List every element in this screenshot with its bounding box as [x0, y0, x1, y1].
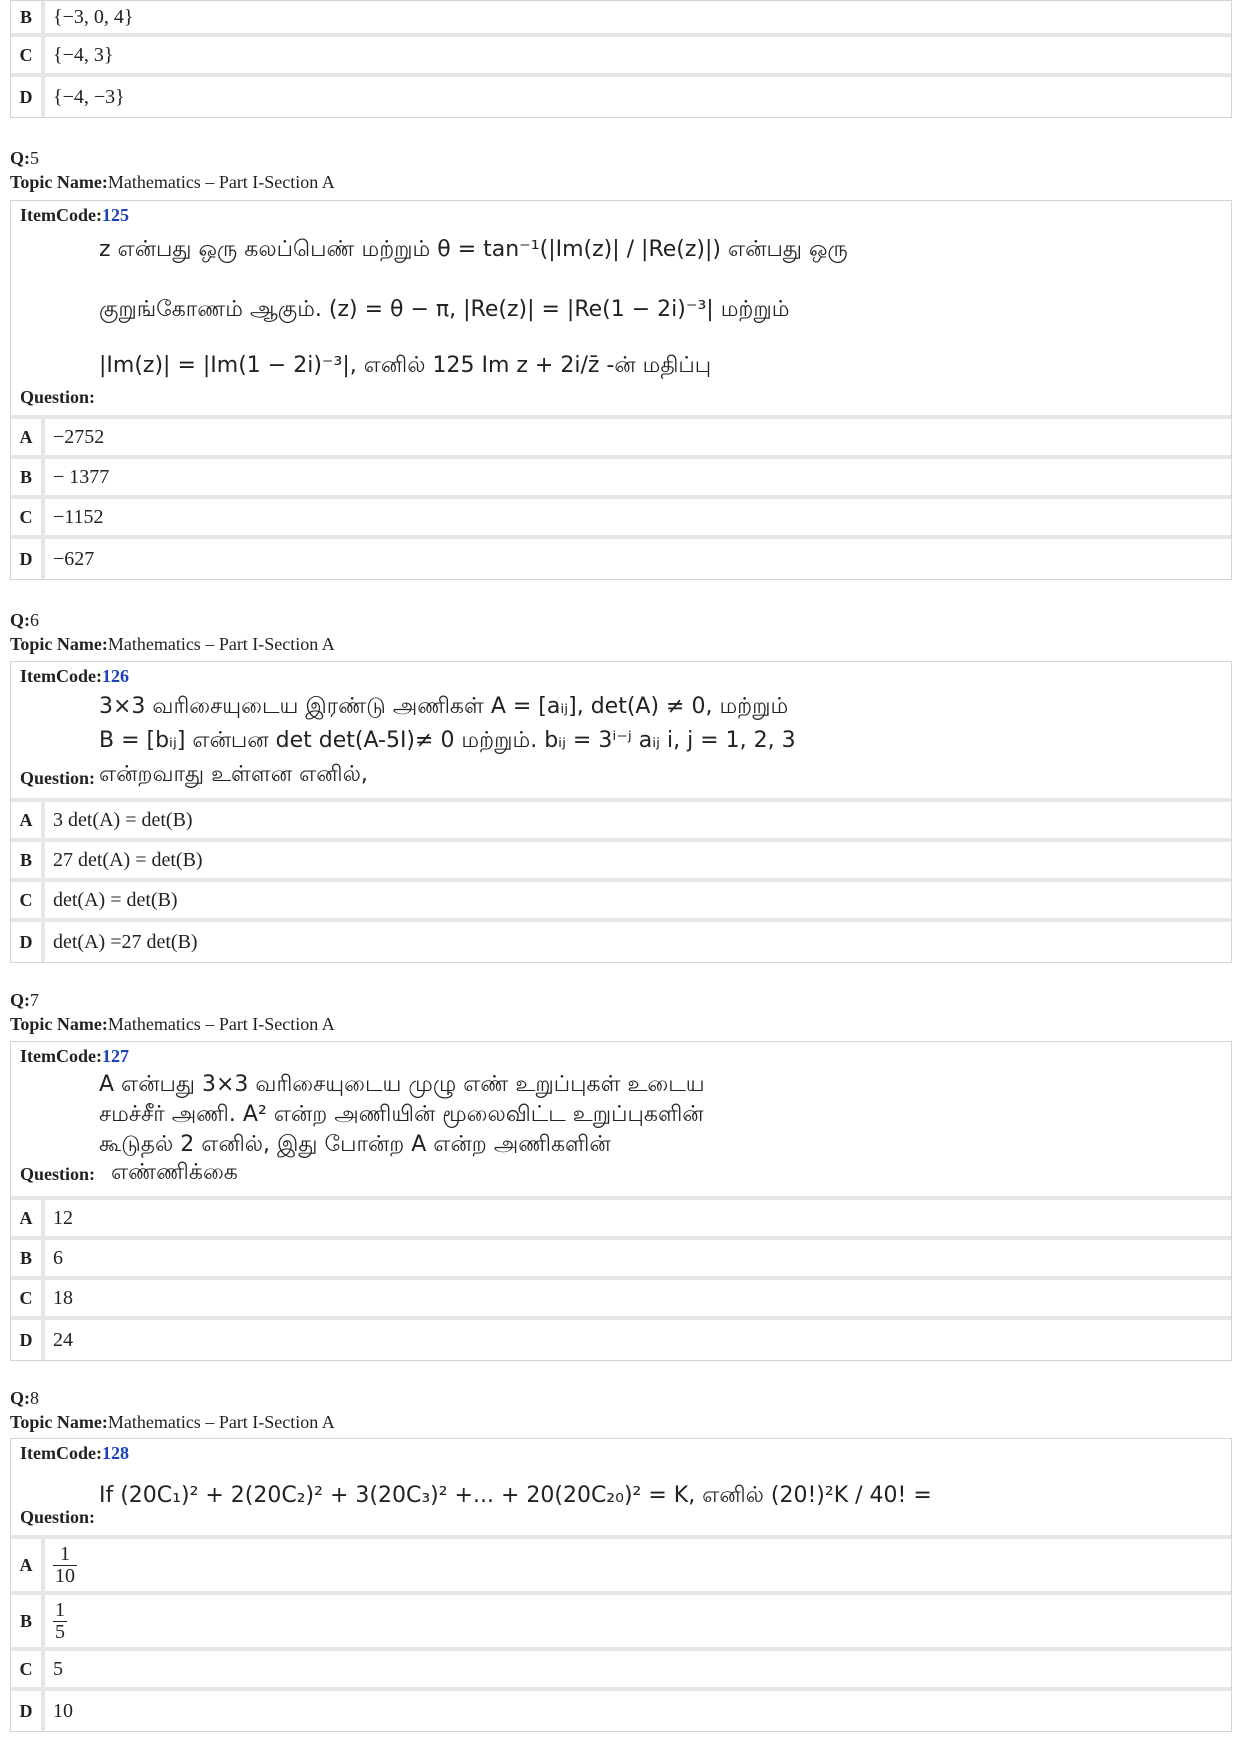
- topic-label: Topic Name:: [10, 1014, 108, 1034]
- option-row[interactable]: [11, 922, 1231, 962]
- prev-options-table: [10, 0, 1232, 118]
- question-table: [10, 661, 1232, 963]
- question-line: எண்ணிக்கை: [111, 1160, 238, 1185]
- option-value: 6: [53, 1246, 63, 1269]
- question-label: Question:: [20, 1164, 96, 1184]
- fraction: [53, 1544, 77, 1587]
- option-row[interactable]: [11, 77, 1231, 117]
- option-row[interactable]: [11, 882, 1231, 922]
- option-row[interactable]: [11, 1, 1231, 37]
- itemcode-value: 127: [101, 1046, 129, 1066]
- option-letter: A: [11, 1200, 45, 1236]
- question-table: [10, 1438, 1232, 1732]
- topic-name: Mathematics – Part I-Section A: [107, 634, 335, 654]
- question-block: [11, 1042, 1231, 1200]
- itemcode-value: 126: [101, 666, 129, 686]
- item-code: [11, 201, 1231, 226]
- option-row[interactable]: [11, 539, 1231, 579]
- option-letter: D: [11, 1320, 45, 1360]
- option-row[interactable]: [11, 1651, 1231, 1691]
- option-letter: C: [11, 1651, 45, 1687]
- option-letter: A: [11, 1539, 45, 1591]
- question-label: Question:: [20, 1507, 96, 1527]
- option-letter: C: [11, 37, 45, 73]
- q-num: 6: [30, 610, 39, 630]
- question-number: [10, 990, 39, 1011]
- option-value: [45, 1539, 1231, 1591]
- itemcode-label: ItemCode:: [20, 205, 102, 225]
- question-line: If (20C₁)² + 2(20C₂)² + 3(20C₃)² +... + 20(20C₂₀)² = K, எனில் (20!)²K / 40! =: [99, 1483, 932, 1508]
- option-value: −2752: [53, 425, 105, 448]
- question-line: A என்பது 3×3 வரிசையுடைய முழு எண் உறுப்புகள் உடைய: [99, 1072, 705, 1097]
- option-value: {−4, −3}: [53, 85, 125, 108]
- option-value: {−3, 0, 4}: [53, 5, 134, 28]
- q-num: 7: [30, 990, 39, 1010]
- option-value: −1152: [53, 505, 104, 528]
- item-code: [11, 1439, 1231, 1464]
- question-line: சமச்சீர் அணி. A² என்ற அணியின் மூலைவிட்ட உறுப்புகளின்: [99, 1102, 704, 1127]
- item-code: [11, 1042, 1231, 1067]
- question-number: [10, 148, 39, 169]
- topic-line: [10, 1412, 335, 1433]
- option-value: −627: [53, 547, 95, 570]
- topic-name: Mathematics – Part I-Section A: [107, 1014, 335, 1034]
- option-value: 12: [53, 1206, 73, 1229]
- option-letter: A: [11, 419, 45, 455]
- question-block: [11, 1439, 1231, 1539]
- option-row[interactable]: [11, 1691, 1231, 1731]
- itemcode-value: 128: [101, 1443, 129, 1463]
- itemcode-value: 125: [101, 205, 129, 225]
- question-line: 3×3 வரிசையுடைய இரண்டு அணிகள் A = [aᵢⱼ], det(A) ≠ 0, மற்றும்: [99, 694, 789, 719]
- option-value: {−4, 3}: [53, 43, 114, 66]
- fraction-denominator: 10: [55, 1564, 75, 1587]
- option-letter: A: [11, 802, 45, 838]
- option-row[interactable]: [11, 37, 1231, 77]
- topic-line: [10, 172, 335, 193]
- itemcode-label: ItemCode:: [20, 1443, 102, 1463]
- option-letter: B: [11, 459, 45, 495]
- option-letter: D: [11, 1691, 45, 1731]
- q-label: Q:: [10, 1388, 30, 1408]
- item-code: [11, 662, 1231, 687]
- fraction-numerator: 1: [53, 1544, 77, 1566]
- option-row[interactable]: [11, 1200, 1231, 1240]
- fraction: [53, 1600, 67, 1643]
- question-block: [11, 201, 1231, 419]
- option-letter: C: [11, 882, 45, 918]
- option-row[interactable]: [11, 499, 1231, 539]
- q-num: 8: [30, 1388, 39, 1408]
- option-letter: B: [11, 1, 45, 33]
- q-label: Q:: [10, 990, 30, 1010]
- option-letter: C: [11, 1280, 45, 1316]
- fraction-numerator: 1: [55, 1598, 65, 1621]
- topic-name: Mathematics – Part I-Section A: [107, 1412, 335, 1432]
- itemcode-label: ItemCode:: [20, 666, 102, 686]
- option-value: − 1377: [53, 465, 110, 488]
- q-label: Q:: [10, 610, 30, 630]
- option-value: 5: [53, 1657, 63, 1680]
- topic-name: Mathematics – Part I-Section A: [107, 172, 335, 192]
- question-number: [10, 610, 39, 631]
- option-row[interactable]: [11, 1595, 1231, 1651]
- option-row[interactable]: [11, 842, 1231, 882]
- fraction-denominator: 5: [55, 1620, 65, 1643]
- option-row[interactable]: [11, 1539, 1231, 1595]
- question-table: [10, 1041, 1232, 1361]
- q-label: Q:: [10, 148, 30, 168]
- option-row[interactable]: [11, 802, 1231, 842]
- option-value: 3 det(A) = det(B): [53, 808, 193, 831]
- question-block: [11, 662, 1231, 802]
- question-line: குறுங்கோணம் ஆகும். (z) = θ − π, |Re(z)| = |Re(1 − 2i)⁻³| மற்றும்: [99, 297, 790, 322]
- topic-line: [10, 634, 335, 655]
- question-line: கூடுதல் 2 எனில், இது போன்ற A என்ற அணிகளின்: [99, 1132, 611, 1157]
- option-letter: C: [11, 499, 45, 535]
- option-value: det(A) =27 det(B): [53, 930, 198, 953]
- option-value: [45, 1595, 1231, 1647]
- option-row[interactable]: [11, 1280, 1231, 1320]
- q-num: 5: [30, 148, 39, 168]
- option-letter: D: [11, 922, 45, 962]
- question-label: Question:: [20, 387, 96, 407]
- option-letter: D: [11, 77, 45, 117]
- option-row[interactable]: [11, 419, 1231, 459]
- topic-label: Topic Name:: [10, 172, 108, 192]
- question-line: z என்பது ஒரு கலப்பெண் மற்றும் θ = tan⁻¹(|Im(z)| / |Re(z)|) என்பது ஒரு: [99, 237, 848, 262]
- question-line: என்றவாது உள்ளன எனில்,: [99, 762, 368, 787]
- option-letter: B: [11, 842, 45, 878]
- option-row[interactable]: [11, 459, 1231, 499]
- topic-label: Topic Name:: [10, 1412, 108, 1432]
- question-label: Question:: [20, 768, 96, 788]
- option-value: 24: [53, 1328, 73, 1351]
- option-letter: B: [11, 1595, 45, 1647]
- topic-line: [10, 1014, 335, 1035]
- question-number: [10, 1388, 39, 1409]
- question-table: [10, 200, 1232, 580]
- option-value: det(A) = det(B): [53, 888, 178, 911]
- option-value: 10: [53, 1699, 73, 1722]
- option-value: 18: [53, 1286, 73, 1309]
- question-line: B = [bᵢⱼ] என்பன det det(A-5I)≠ 0 மற்றும். bᵢⱼ = 3ⁱ⁻ʲ aᵢⱼ i, j = 1, 2, 3: [99, 728, 796, 753]
- option-row[interactable]: [11, 1320, 1231, 1360]
- question-line: |Im(z)| = |Im(1 − 2i)⁻³|, எனில் 125 Im z + 2i/z̄ -ன் மதிப்பு: [99, 353, 712, 378]
- topic-label: Topic Name:: [10, 634, 108, 654]
- option-letter: B: [11, 1240, 45, 1276]
- option-letter: D: [11, 539, 45, 579]
- option-value: 27 det(A) = det(B): [53, 848, 203, 871]
- option-row[interactable]: [11, 1240, 1231, 1280]
- itemcode-label: ItemCode:: [20, 1046, 102, 1066]
